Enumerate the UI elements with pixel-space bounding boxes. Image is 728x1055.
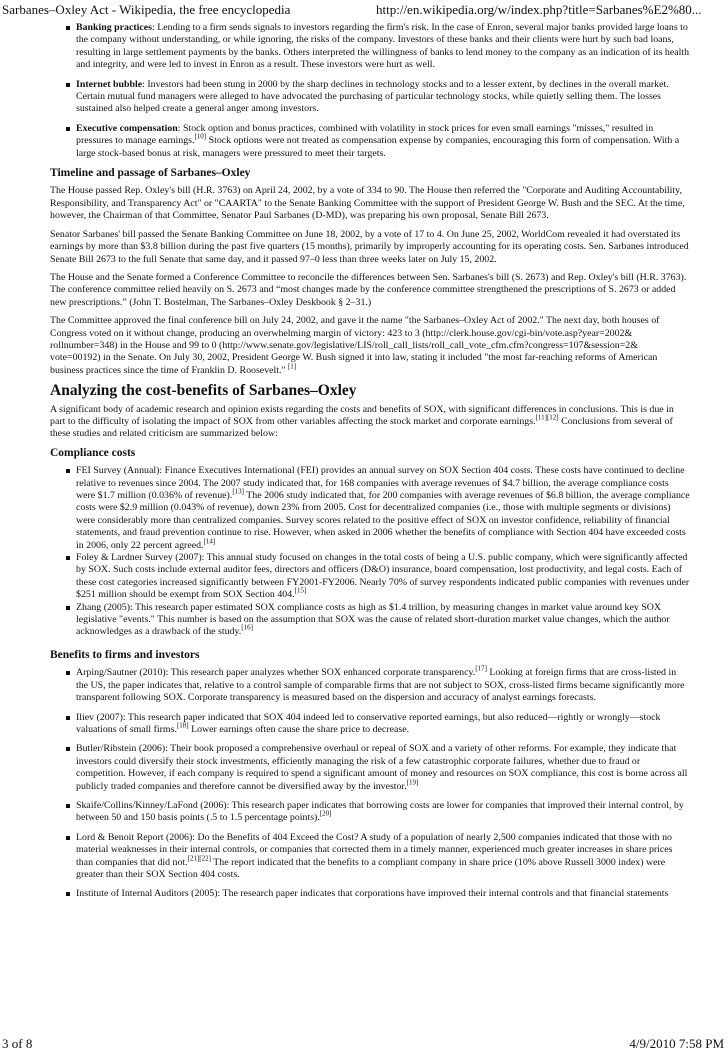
list-item: Banking practices: Lending to a firm sends signals to investors regarding the firm's risk. In the case of Enron, several major banks provided large loans to the company without understanding, or while ignoring, the risks of the company. Investors of these banks and their clients were hurt by such bad loans, resulting in large settlement payments by the banks. Others interpreted the willingness of banks to lend money to the company as an indication of its health and integrity, and were led to invest in Enron as a result. These investors were hurt as well.	[76, 22, 690, 71]
citation-link[interactable]: [17]	[475, 664, 487, 673]
list-item: Iliev (2007): This research paper indicated that SOX 404 indeed led to conservative reported earnings, but also reduced—rightly or wrongly—stock valuations of small firms.[18] Lower earnings often cause the share price to decrease.	[76, 712, 690, 737]
term-banking-practices: Banking practices	[76, 22, 152, 33]
section-heading-timeline: Timeline and passage of Sarbanes–Oxley	[50, 167, 251, 180]
page-title: Sarbanes–Oxley Act - Wikipedia, the free encyclopedia	[2, 2, 291, 17]
list-item: Butler/Ribstein (2006): Their book proposed a comprehensive overhaul or repeal of SOX and a variety of other reforms. For example, they indicate that investors could diversify their stock investments, efficiently managing the risk of a few catastrophic corporate failures, whether due to fraud or competition. However, if each company is required to spend a significant amount of money and resources on SOX compliance, this cost is borne across all publicly traded companies and therefore cannot be diversified away by the investor.[19]	[76, 743, 690, 793]
article-content	[50, 22, 690, 908]
paragraph: The House passed Rep. Oxley's bill (H.R. 3763) on April 24, 2002, by a vote of 334 to 90. The House then referred the "Corporate and Auditing Accountability, Responsibility, and Transparency Act" or "CAARTA" to the Senate Banking Committee with the support of President George W. Bush and the SEC. At the time, however, the Chairman of that Committee, Senator Paul Sarbanes (D-MD), was preparing his own proposal, Senate Bill 2673.	[50, 185, 685, 222]
compliance-list	[50, 465, 690, 639]
citation-link[interactable]: [20]	[319, 810, 332, 819]
citation-link[interactable]: [21][22]	[187, 854, 211, 863]
citation-link[interactable]: [16]	[241, 624, 253, 633]
list-item: Foley & Lardner Survey (2007): This annual study focused on changes in the total costs of being a U.S. public company, which were significantly affected by SOX. Such costs include external auditor fees, directors and officers (D&O) insurance, board compensation, lost productivity, and legal costs. Each of these cost categories increased significantly between FY2001-FY2006. Nearly 70% of survey respondents indicated public companies with revenues under $251 million should be exempt from SOX Section 404.[15]	[76, 552, 690, 601]
paragraph: Senator Sarbanes' bill passed the Senate Banking Committee on June 18, 2002, by a vote of 17 to 4. On June 25, 2002, WorldCom revealed it had overstated its earnings by more than $3.8 billion during the past five quarters (15 months), primarily by improperly accounting for its operating costs. Sen. Sarbanes introduced Senate Bill 2673 to the full Senate that same day, and it passed 97–0 less than three weeks later on July 15, 2002.	[50, 228, 689, 265]
print-header	[0, 0, 728, 20]
section-heading-analysis: Analyzing the cost-benefits of Sarbanes–Oxley	[50, 382, 357, 400]
citation-link[interactable]: [11][12]	[535, 413, 559, 422]
citation-link[interactable]: [15]	[294, 586, 307, 595]
list-item: Executive compensation: Stock option and bonus practices, combined with volatility in stock prices for even small earnings "misses," resulted in pressures to manage earnings.[10] Stock options were not treated as compensation expense by companies, encouraging this form of compensation. With a large stock-based bonus at risk, managers were pressured to meet their targets.	[76, 123, 690, 160]
causes-list	[50, 22, 690, 160]
list-item: Internet bubble: Investors had been stung in 2000 by the sharp declines in technology stocks and to a lesser extent, by declines in the overall market. Certain mutual fund managers were alleged to have advocated the purchasing of particular technology stocks, while quietly selling them. The losses sustained also helped create a general anger among investors.	[76, 79, 690, 116]
citation-link[interactable]: [14]	[203, 537, 216, 546]
page-url: http://en.wikipedia.org/w/index.php?title=Sarbanes%E2%80...	[376, 2, 702, 17]
section-heading-compliance: Compliance costs	[50, 446, 136, 459]
list-item: Institute of Internal Auditors (2005): The research paper indicates that corporations have improved their internal controls and that financial statements	[76, 888, 690, 900]
paragraph: The Committee approved the final conference bill on July 24, 2002, and gave it the name "the Sarbanes–Oxley Act of 2002." The next day, both houses of Congress voted on it without change, producing an overwhelming margin of victory: 423 to 3 (http://clerk.house.gov/cgi-bin/vote.asp?year=2002& rollnumber=348) in the House and 99 to 0 (http://www.senate.gov/legislative/LIS/roll_call_lists/roll_call_vote_cfm.cfm?congress=107&session=2& vote=00192) in the Senate. On July 30, 2002, President George W. Bush signed it into law, stating it included "the most far-reaching reforms of American business practices since the time of Franklin D. Roosevelt." [1]	[50, 315, 660, 376]
print-datetime: 4/9/2010 7:58 PM	[629, 1036, 724, 1051]
list-item: FEI Survey (Annual): Finance Executives International (FEI) provides an annual survey on SOX Section 404 costs. These costs have continued to decline relative to revenues since 2004. The 2007 study indicated that, for 168 companies with average revenues of $4.7 billion, the average compliance costs were $1.7 million (0.036% of revenue).[13] The 2006 study indicated that, for 200 companies with average revenues of $6.8 billion, the average compliance costs were $2.9 million (0.043% of revenue), down 23% from 2005. Cost for decentralized companies (i.e., those with multiple segments or divisions) were considerably more than centralized companies. Survey scores related to the positive effect of SOX on investor confidence, reliability of financial statements, and fraud prevention continue to rise. However, when asked in 2006 whether the benefits of compliance with Section 404 have exceeded costs in 2006, only 22 percent agreed.[14]	[76, 465, 690, 551]
benefits-list	[50, 664, 690, 901]
page-number: 3 of 8	[2, 1036, 33, 1051]
paragraph: A significant body of academic research and opinion exists regarding the costs and benefits of SOX, with significant differences in conclusions. This is due in part to the difficulty of isolating the impact of SOX from other variables affecting the stock market and corporate earnings.[11][12] Conclusions from several of these studies and related criticism are summarized below:	[50, 403, 674, 440]
list-item: Zhang (2005): This research paper estimated SOX compliance costs as high as $1.4 trillion, by measuring changes in market value around key SOX legislative "events." This number is based on the assumption that SOX was the cause of related short-duration market value changes, which the author acknowledges as a drawback of the study.[16]	[76, 602, 690, 639]
list-item: Lord & Benoit Report (2006): Do the Benefits of 404 Exceed the Cost? A study of a population of nearly 2,500 companies indicated that those with no material weaknesses in their internal controls, or companies that corrected them in a timely manner, experienced much greater increases in share prices than companies that did not.[21][22] The report indicated that the benefits to a compliant company in share price (10% above Russell 3000 index) were greater than their SOX Section 404 costs.	[76, 832, 690, 882]
term-executive-compensation: Executive compensation	[76, 122, 178, 134]
citation-link[interactable]: [18]	[176, 721, 189, 730]
citation-link[interactable]: [1]	[287, 362, 297, 371]
list-item: Arping/Sautner (2010): This research paper analyzes whether SOX enhanced corporate transparency.[17] Looking at foreign firms that are cross-listed in the US, the paper indicates that, relative to a control sample of comparable firms that are not subject to SOX, cross-listed firms became significantly more transparent following SOX. Corporate transparency is measured based on the dispersion and accuracy of analyst earnings forecasts.	[76, 667, 690, 704]
citation-link[interactable]: [19]	[406, 778, 419, 787]
list-item: Skaife/Collins/Kinney/LaFond (2006): This research paper indicates that borrowing costs are lower for companies that improved their internal control, by between 50 and 150 basis points (.5 to 1.5 percentage points).[20]	[76, 800, 690, 825]
section-heading-benefits: Benefits to firms and investors	[50, 648, 200, 661]
citation-link[interactable]: [13]	[232, 487, 244, 496]
citation-link[interactable]: [10]	[194, 132, 207, 141]
paragraph: The House and the Senate formed a Conference Committee to reconcile the differences between Sen. Sarbanes's bill (S. 2673) and Rep. Oxley's bill (H.R. 3763). The conference committee relied heavily on S. 2673 and “most changes made by the conference committee strengthened the prescriptions of S. 2673 or added new prescriptions.” (John T. Bostelman, The Sarbanes–Oxley Deskbook § 2–31.)	[50, 271, 687, 308]
term-internet-bubble: Internet bubble	[76, 78, 143, 90]
